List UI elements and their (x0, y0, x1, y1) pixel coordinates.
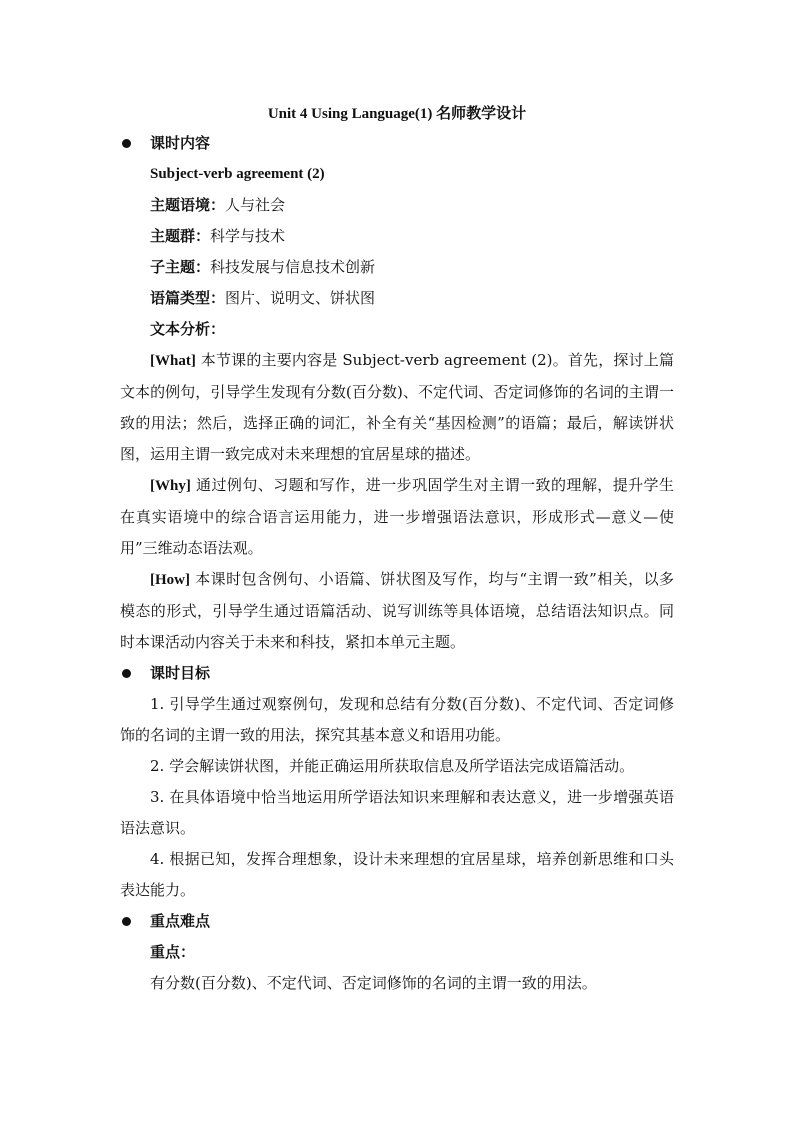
section-heading-text: 重点难点 (150, 912, 211, 930)
bullet-icon (122, 669, 131, 678)
key-point-label: 重点： (150, 943, 196, 961)
why-tag: [Why] (150, 478, 191, 494)
goal-item: 2. 学会解读饼状图，并能正确运用所获取信息及所学语法完成语篇活动。 (150, 757, 635, 775)
field-label: 子主题： (150, 258, 211, 276)
what-text: 本节课的主要内容是 Subject-verb agreement (2)。首先，探讨上篇文本的例句，引导学生发现有分数(百分数)、不定代词、否定词修饰的名词的主谓一致的用法；然后，选择正确的词汇，补全有关“基因检测”的语篇；最后，解读饼状图，运用主谓一致完成对未来理想的宜居星球的描述。 (120, 351, 674, 463)
analysis-how-paragraph (120, 564, 674, 658)
bullet-icon (122, 139, 131, 148)
section-heading-lesson-content (120, 128, 674, 159)
field-text-type (120, 283, 674, 314)
field-value: 人与社会 (225, 196, 286, 214)
how-text: 本课时包含例句、小语篇、饼状图及写作，均与“主谓一致”相关，以多模态的形式，引导学生通过语篇活动、说写训练等具体语境，总结语法知识点。同时本课活动内容关于未来和科技，紧扣本单元主题。 (120, 570, 674, 651)
field-label: 主题语境： (150, 196, 226, 214)
section-heading-lesson-goals (120, 658, 674, 689)
document-body (120, 128, 674, 999)
field-theme-context (120, 190, 674, 221)
goal-item: 4. 根据已知，发挥合理想象，设计未来理想的宜居星球，培养创新思维和口头表达能力。 (120, 850, 674, 899)
analysis-what-paragraph (120, 345, 674, 470)
section-heading-key-difficult (120, 906, 674, 937)
field-label: 语篇类型： (150, 289, 226, 307)
field-theme-group (120, 221, 674, 252)
what-tag: [What] (150, 353, 196, 369)
section-heading-text: 课时目标 (150, 664, 211, 682)
lesson-subject: Subject-verb agreement (2) (150, 166, 325, 182)
key-point-text: 有分数(百分数)、不定代词、否定词修饰的名词的主谓一致的用法。 (150, 974, 597, 992)
analysis-why-paragraph (120, 470, 674, 564)
text-analysis-label: 文本分析： (150, 320, 226, 338)
field-sub-theme (120, 252, 674, 283)
field-value: 科学与技术 (210, 227, 286, 245)
bullet-icon (122, 917, 131, 926)
field-value: 科技发展与信息技术创新 (210, 258, 376, 276)
why-text: 通过例句、习题和写作，进一步巩固学生对主谓一致的理解，提升学生在真实语境中的综合语言运用能力，进一步增强语法意识，形成形式—意义—使用”三维动态语法观。 (120, 476, 674, 557)
how-tag: [How] (150, 572, 190, 588)
field-value: 图片、说明文、饼状图 (225, 289, 376, 307)
section-heading-text: 课时内容 (150, 134, 211, 152)
goal-item: 1. 引导学生通过观察例句，发现和总结有分数(百分数)、不定代词、否定词修饰的名词的主谓一致的用法，探究其基本意义和语用功能。 (120, 695, 674, 744)
field-label: 主题群： (150, 227, 211, 245)
goal-item: 3. 在具体语境中恰当地运用所学语法知识来理解和表达意义，进一步增强英语语法意识。 (120, 788, 674, 837)
document-title: Unit 4 Using Language(1) 名师教学设计 (267, 106, 527, 122)
